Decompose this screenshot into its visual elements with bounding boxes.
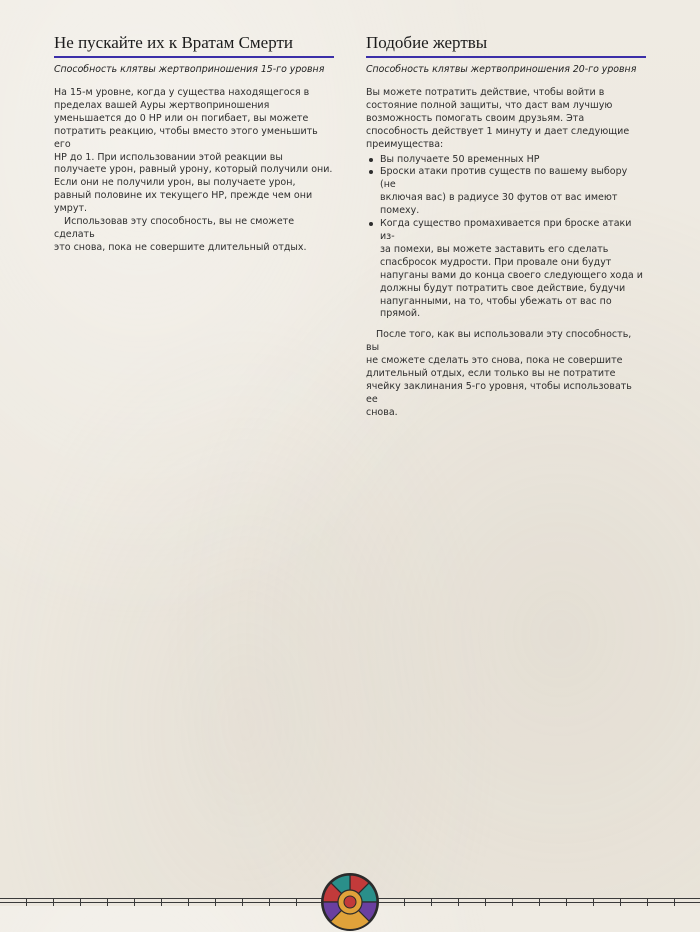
bullet-icon <box>369 222 373 226</box>
section-subtitle-left: Способность клятвы жертвоприношения 15-го уровня <box>54 64 325 75</box>
left-column <box>54 33 334 255</box>
section-title-right: Подобие жертвы <box>366 33 488 52</box>
body-paragraph: Использовав эту способность, вы не сможете сделать это снова, пока не совершите длительный отдых. <box>54 216 307 253</box>
bullet-icon <box>369 170 373 174</box>
list-item <box>366 154 646 167</box>
title-rule-right <box>366 56 646 58</box>
list-item-text: Вы получаете 50 временных HP <box>380 153 540 165</box>
list-item <box>366 218 646 321</box>
outro-paragraph: После того, как вы использовали эту способность, вы не сможете сделать это снова, пока не совершите длительный отдых, если только вы не потратите ячейку заклинания 5-го уровня, чтобы использовать ее снова. <box>366 329 632 418</box>
title-rule-left <box>54 56 334 58</box>
list-item-text: Когда существо промахивается при броске атаки из- за помехи, вы можете заставить его сделать спасбросок мудрости. При провале они будут напуганы вами до конца своего следующего хода и должны будут потратить свое действие, будучи напуганными, на то, чтобы убежать от вас по прямой. <box>380 218 643 320</box>
stained-glass-emblem-icon <box>320 872 380 932</box>
section-subtitle-right: Способность клятвы жертвоприношения 20-го уровня <box>366 64 637 75</box>
body-paragraph: На 15-м уровне, когда у существа находящегося в пределах вашей Ауры жертвоприношения уменьшается до 0 HP или он погибает, вы можете потратить реакцию, чтобы вместо этого уменьшить его HP до 1. При использовании этой реакции вы получаете урон, равный урону, который получили они. Если они не получили урон, вы получаете урон, равный половине их текущего HP, прежде чем они умрут. <box>54 87 333 215</box>
list-item <box>366 166 646 218</box>
intro-paragraph: Вы можете потратить действие, чтобы войти в состояние полной защиты, что даст вам лучшую возможность помогать своим друзьям. Эта способность действует 1 минуту и дает следующие преимущества: <box>366 87 630 150</box>
bullet-icon <box>369 158 373 162</box>
list-item-text: Броски атаки против существ по вашему выбору (не включая вас) в радиусе 30 футов от вас имеют помеху. <box>380 166 628 217</box>
section-title-left: Не пускайте их к Вратам Смерти <box>54 33 294 52</box>
benefits-list <box>366 154 646 322</box>
right-column <box>366 33 646 420</box>
